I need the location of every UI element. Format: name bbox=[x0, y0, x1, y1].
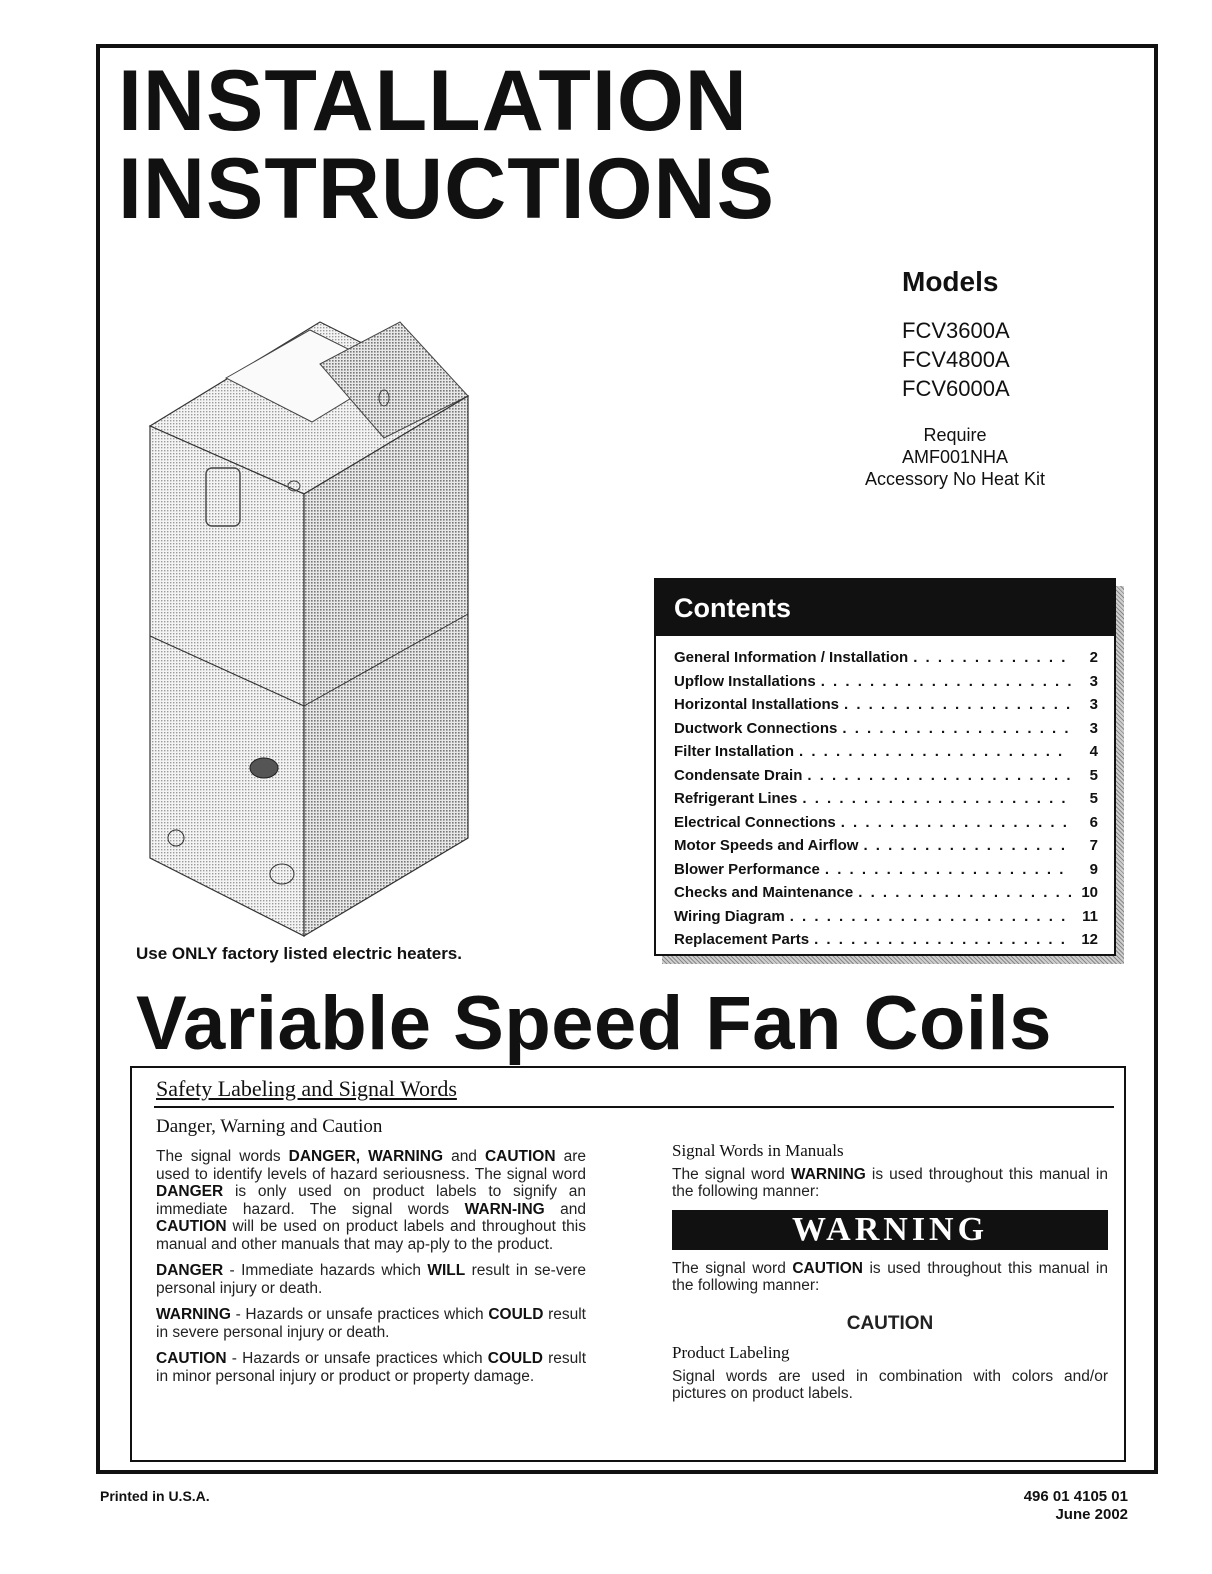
contents-item-page: 12 bbox=[1081, 931, 1098, 948]
leader-dots bbox=[858, 881, 1071, 905]
contents-heading: Contents bbox=[656, 580, 1114, 636]
contents-item-label: Wiring Diagram bbox=[674, 907, 785, 925]
contents-item-label: Ductwork Connections bbox=[674, 719, 838, 737]
contents-item-page: 5 bbox=[1089, 790, 1098, 807]
contents-item-label: Filter Installation bbox=[674, 743, 795, 760]
document-number: 496 01 4105 01 bbox=[1023, 1488, 1128, 1505]
heater-note: Use ONLY factory listed electric heaters. bbox=[136, 944, 462, 963]
contents-item-label: Upflow Installations bbox=[674, 672, 816, 690]
text-run-bold: WARNING bbox=[790, 1165, 866, 1183]
text-run-bold: DANGER bbox=[156, 1183, 224, 1200]
product-labeling-heading: Product Labeling bbox=[672, 1343, 790, 1362]
leader-dots bbox=[821, 670, 1071, 694]
text-run: are used to identify levels of hazard seriousness. The signal word bbox=[156, 1148, 586, 1183]
leader-dots bbox=[814, 928, 1071, 952]
text-run: The signal words bbox=[156, 1148, 289, 1165]
contents-item-page: 3 bbox=[1089, 696, 1098, 713]
contents-item[interactable] bbox=[674, 740, 1098, 764]
contents-item[interactable] bbox=[674, 811, 1098, 835]
text-run: - Hazards or unsafe practices which bbox=[226, 1350, 488, 1367]
contents-item[interactable] bbox=[674, 858, 1098, 882]
text-run-bold: WARN-ING bbox=[464, 1200, 545, 1218]
text-run: is only used on product labels to signify an immediate hazard. The signal words bbox=[156, 1183, 586, 1218]
text-run-bold: DANGER, WARNING bbox=[288, 1148, 444, 1165]
leader-dots bbox=[807, 764, 1071, 788]
fan-coil-unit-illustration bbox=[140, 318, 480, 938]
text-run: - Hazards or unsafe practices which bbox=[230, 1306, 489, 1323]
product-title: Variable Speed Fan Coils bbox=[136, 981, 1052, 1066]
contents-item-page: 7 bbox=[1089, 837, 1098, 854]
model-item: FCV6000A bbox=[902, 376, 1010, 401]
contents-item[interactable] bbox=[674, 834, 1098, 858]
caution-definition bbox=[156, 1350, 586, 1385]
text-run: is used throughout this manual in the following manner: bbox=[672, 1259, 1108, 1294]
text-run-bold: WILL bbox=[427, 1262, 466, 1279]
text-run-bold: CAUTION bbox=[156, 1350, 227, 1367]
caution-usage-paragraph bbox=[672, 1260, 1108, 1295]
contents-item-page: 5 bbox=[1089, 766, 1098, 784]
text-run: will be used on product labels and throughout this manual and other manuals that may ap-ply to the product. bbox=[156, 1218, 586, 1253]
signal-words-heading: Signal Words in Manuals bbox=[672, 1141, 844, 1160]
contents-item-page: 10 bbox=[1081, 884, 1098, 901]
model-item: FCV3600A bbox=[902, 318, 1010, 343]
contents-item-label: Horizontal Installations bbox=[674, 696, 840, 713]
contents-item[interactable] bbox=[674, 670, 1098, 694]
text-run: result in severe personal injury or death. bbox=[156, 1306, 586, 1341]
signal-words-paragraph bbox=[156, 1148, 586, 1253]
contents-item-page: 3 bbox=[1089, 672, 1098, 690]
safety-left-column bbox=[156, 1148, 586, 1394]
leader-dots bbox=[863, 834, 1071, 858]
text-run-bold: COULD bbox=[487, 1350, 543, 1367]
text-run-bold: COULD bbox=[488, 1306, 544, 1323]
warning-definition bbox=[156, 1306, 586, 1341]
printed-in-note: Printed in U.S.A. bbox=[100, 1488, 210, 1504]
text-run-bold: DANGER bbox=[156, 1262, 224, 1279]
contents-item-label: Condensate Drain bbox=[674, 766, 803, 784]
safety-title: Safety Labeling and Signal Words bbox=[156, 1076, 457, 1101]
warning-usage-paragraph bbox=[672, 1166, 1108, 1201]
contents-item-label: Blower Performance bbox=[674, 860, 820, 878]
leader-dots bbox=[825, 858, 1071, 882]
text-run: and bbox=[443, 1148, 485, 1165]
safety-right-column bbox=[672, 1142, 1108, 1412]
contents-item[interactable] bbox=[674, 881, 1098, 905]
contents-item-page: 9 bbox=[1089, 860, 1098, 878]
danger-definition bbox=[156, 1262, 586, 1297]
contents-box bbox=[654, 578, 1116, 956]
text-run-bold: CAUTION bbox=[484, 1148, 556, 1165]
require-kit-name: Accessory No Heat Kit bbox=[864, 469, 1046, 489]
contents-item-page: 6 bbox=[1089, 813, 1098, 831]
text-run: result in minor personal injury or product or property damage. bbox=[156, 1350, 586, 1385]
safety-subtitle: Danger, Warning and Caution bbox=[156, 1116, 383, 1137]
text-run: - Immediate hazards which bbox=[223, 1262, 428, 1279]
safety-divider bbox=[154, 1106, 1114, 1108]
contents-list bbox=[674, 646, 1098, 952]
text-run: result in se-vere personal injury or death. bbox=[156, 1262, 586, 1297]
leader-dots bbox=[844, 693, 1071, 717]
document-date: June 2002 bbox=[1055, 1506, 1128, 1523]
contents-item-label: Refrigerant Lines bbox=[674, 790, 798, 807]
contents-item-page: 3 bbox=[1089, 719, 1098, 737]
text-run: The signal word bbox=[672, 1165, 791, 1183]
require-kit-code: AMF001NHA bbox=[901, 447, 1009, 467]
contents-item-label: Electrical Connections bbox=[674, 813, 836, 831]
leader-dots bbox=[913, 646, 1071, 670]
contents-item[interactable] bbox=[674, 787, 1098, 811]
document-info bbox=[1024, 1488, 1128, 1524]
text-run-bold: CAUTION bbox=[156, 1218, 227, 1235]
contents-item[interactable] bbox=[674, 928, 1098, 952]
leader-dots bbox=[841, 811, 1071, 835]
text-run-bold: CAUTION bbox=[792, 1259, 863, 1277]
product-labeling-paragraph: Signal words are used in combination with colors and/or pictures on product labels. bbox=[672, 1367, 1108, 1402]
contents-item[interactable] bbox=[674, 693, 1098, 717]
contents-item[interactable] bbox=[674, 646, 1098, 670]
text-run-bold: WARNING bbox=[156, 1306, 231, 1323]
text-run: is used throughout this manual in the following manner: bbox=[672, 1165, 1108, 1200]
contents-item-label: Replacement Parts bbox=[674, 931, 810, 948]
models-list bbox=[902, 316, 1010, 403]
leader-dots bbox=[802, 787, 1071, 811]
warning-label-bar: WARNING bbox=[672, 1210, 1108, 1250]
contents-item-page: 4 bbox=[1089, 743, 1098, 760]
contents-item-page: 2 bbox=[1089, 649, 1098, 666]
contents-item-page: 11 bbox=[1082, 907, 1098, 925]
leader-dots bbox=[790, 905, 1071, 929]
contents-item-label: Checks and Maintenance bbox=[674, 884, 854, 901]
model-item: FCV4800A bbox=[902, 347, 1010, 372]
caution-label: CAUTION bbox=[846, 1312, 934, 1334]
contents-item-label: Motor Speeds and Airflow bbox=[674, 837, 859, 854]
contents-item-label: General Information / Installation bbox=[674, 649, 909, 666]
require-label: Require bbox=[923, 425, 987, 445]
title-line-2: INSTRUCTIONS bbox=[118, 141, 775, 237]
contents-item[interactable] bbox=[674, 905, 1098, 929]
contents-item[interactable] bbox=[674, 717, 1098, 741]
leader-dots bbox=[799, 740, 1071, 764]
safety-section bbox=[130, 1066, 1126, 1462]
contents-item[interactable] bbox=[674, 764, 1098, 788]
models-heading: Models bbox=[902, 266, 999, 297]
text-run: and bbox=[544, 1200, 586, 1218]
leader-dots bbox=[842, 717, 1071, 741]
title-line-1: INSTALLATION bbox=[118, 53, 748, 149]
require-note bbox=[836, 424, 1074, 490]
text-run: The signal word bbox=[672, 1259, 793, 1277]
